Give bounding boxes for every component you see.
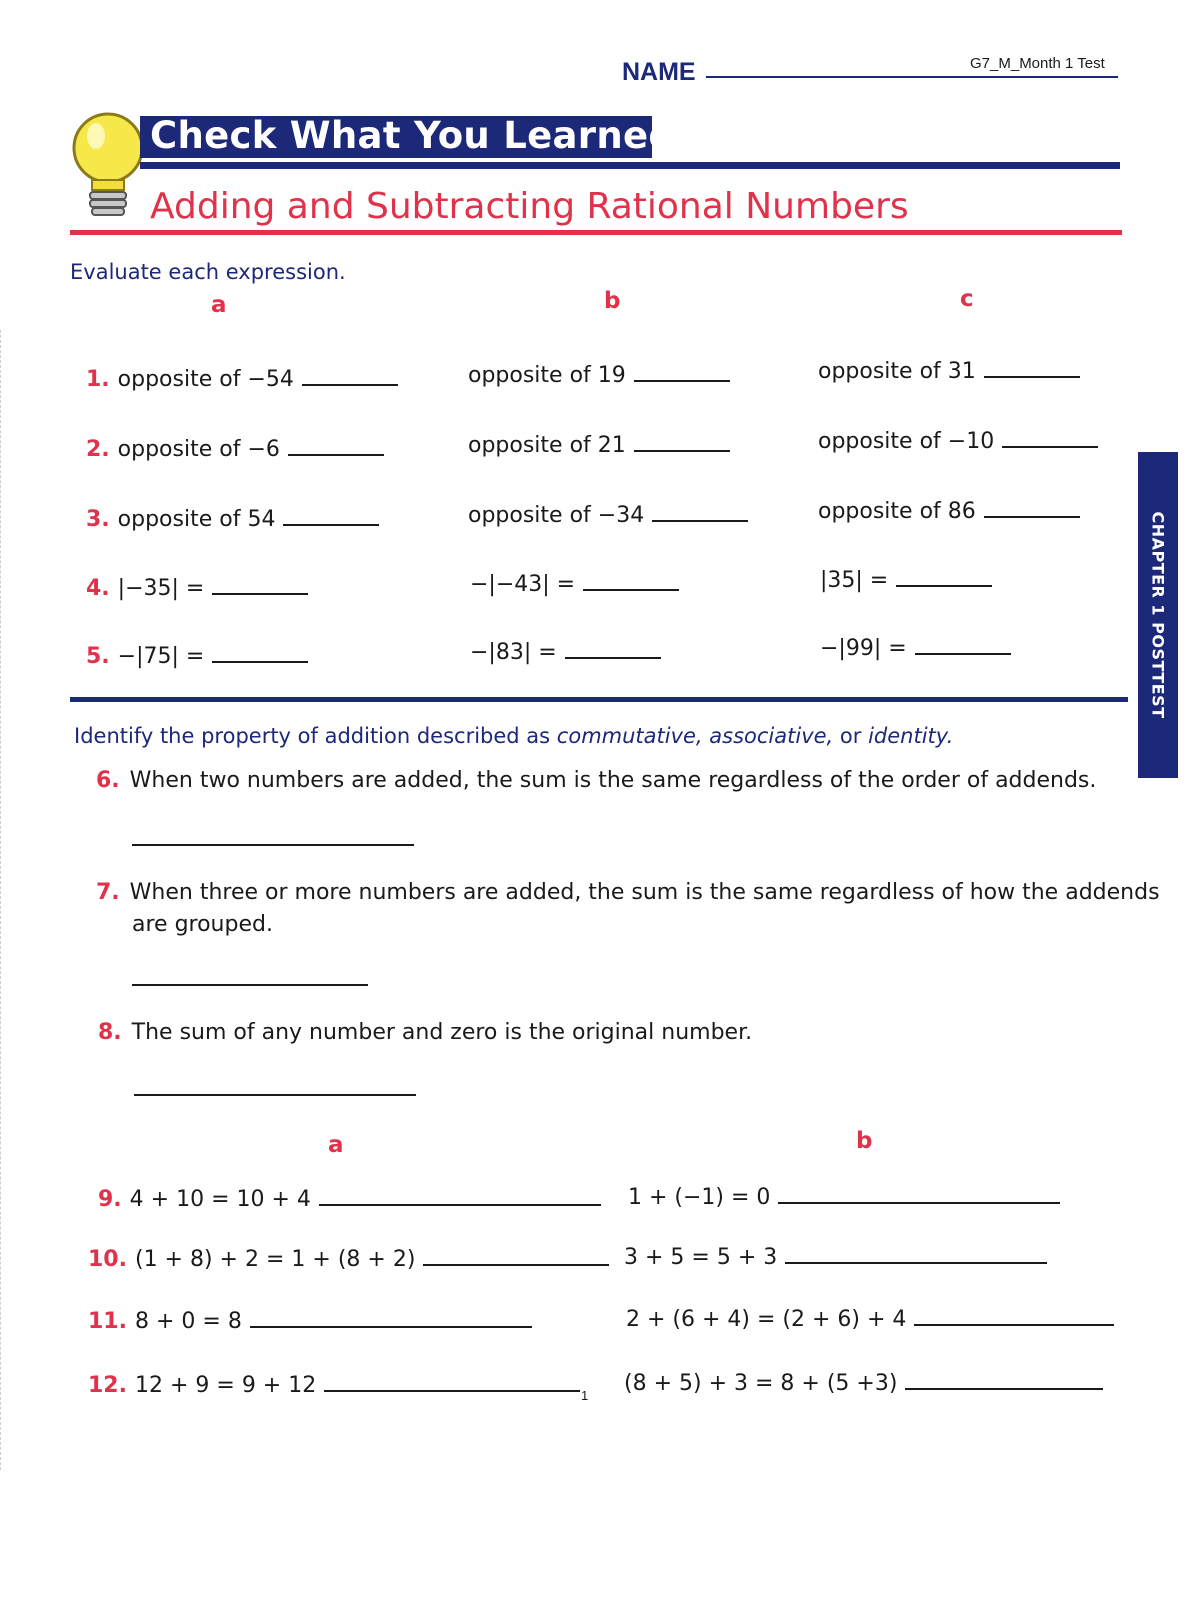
question-10a (88, 1246, 609, 1272)
title-rule (140, 162, 1120, 169)
question-text: opposite of −6 (117, 437, 280, 462)
question-text: opposite of 54 (117, 507, 276, 532)
question-1c (818, 358, 1080, 384)
answer-blank[interactable] (905, 1370, 1103, 1390)
question-text: 4 + 10 = 10 + 4 (129, 1187, 311, 1212)
page-subtitle: Adding and Subtracting Rational Numbers (150, 186, 909, 227)
answer-blank[interactable] (212, 575, 308, 595)
answer-blank[interactable] (423, 1246, 609, 1266)
question-number: 4. (86, 576, 110, 601)
section-divider (70, 697, 1128, 702)
name-field[interactable] (706, 76, 1118, 78)
question-9a (98, 1186, 601, 1212)
answer-blank[interactable] (319, 1186, 601, 1206)
question-text: When two numbers are added, the sum is the same regardless of the order of addends. (129, 768, 1097, 793)
question-number: 2. (86, 437, 110, 462)
question-text: −|75| = (117, 644, 205, 669)
question-5a (86, 643, 308, 669)
question-text: The sum of any number and zero is the original number. (131, 1020, 753, 1045)
section2-instruction (74, 724, 953, 748)
question-text: opposite of 31 (818, 359, 976, 384)
question-4a (86, 575, 308, 601)
question-10b (624, 1244, 1047, 1270)
lightbulb-icon (70, 108, 150, 226)
answer-blank[interactable] (634, 362, 730, 382)
answer-line-7[interactable] (132, 984, 368, 986)
question-5b (470, 639, 661, 665)
question-text: |−35| = (117, 576, 205, 601)
question-text: 1 + (−1) = 0 (628, 1185, 771, 1210)
question-6 (96, 768, 1096, 793)
question-12b (624, 1370, 1103, 1396)
document-tag: G7_M_Month 1 Test (970, 55, 1105, 72)
answer-blank[interactable] (283, 506, 379, 526)
question-7 (96, 880, 1160, 905)
question-8 (98, 1020, 752, 1045)
question-3c (818, 498, 1080, 524)
instruction-prefix: Identify the property of addition described as (74, 724, 557, 748)
answer-blank[interactable] (914, 1306, 1114, 1326)
answer-blank[interactable] (896, 567, 992, 587)
chapter-side-tab-label: CHAPTER 1 POSTTEST (1148, 511, 1168, 719)
answer-line-8[interactable] (134, 1094, 416, 1096)
question-text: 8 + 0 = 8 (134, 1309, 242, 1334)
page-number: 1 (581, 1388, 589, 1403)
question-number: 1. (86, 367, 110, 392)
answer-blank[interactable] (1002, 428, 1098, 448)
question-text: (8 + 5) + 3 = 8 + (5 +3) (624, 1371, 898, 1396)
answer-blank[interactable] (778, 1184, 1060, 1204)
question-11b (626, 1306, 1114, 1332)
answer-blank[interactable] (984, 498, 1080, 518)
question-text: opposite of −34 (468, 503, 645, 528)
answer-blank[interactable] (250, 1308, 532, 1328)
answer-blank[interactable] (302, 366, 398, 386)
question-text: opposite of −54 (117, 367, 294, 392)
answer-blank[interactable] (288, 436, 384, 456)
instruction-terms: commutative, associative, (556, 724, 834, 748)
section1-instruction: Evaluate each expression. (70, 260, 346, 284)
question-text: |35| = (820, 568, 889, 593)
question-text: (1 + 8) + 2 = 1 + (8 + 2) (134, 1247, 416, 1272)
answer-blank[interactable] (984, 358, 1080, 378)
instruction-last: identity. (868, 724, 954, 748)
question-number: 7. (96, 880, 120, 905)
question-number: 8. (98, 1020, 122, 1045)
question-number: 5. (86, 644, 110, 669)
question-4b (470, 571, 679, 597)
answer-blank[interactable] (212, 643, 308, 663)
instruction-or: or (833, 724, 869, 748)
answer-blank[interactable] (915, 635, 1011, 655)
question-2c (818, 428, 1098, 454)
answer-blank[interactable] (652, 502, 748, 522)
scan-edge (0, 330, 3, 1470)
question-2a (86, 436, 384, 462)
page-title: Check What You Learned (150, 114, 676, 157)
question-text: 12 + 9 = 9 + 12 (134, 1373, 317, 1398)
column-head-b: b (604, 288, 621, 314)
answer-blank[interactable] (583, 571, 679, 591)
question-text: opposite of 21 (468, 433, 626, 458)
name-label: NAME (622, 58, 696, 86)
question-5c (820, 635, 1011, 661)
question-number: 10. (88, 1247, 127, 1272)
question-number: 3. (86, 507, 110, 532)
answer-line-6[interactable] (132, 844, 414, 846)
column-head-c: c (960, 286, 974, 312)
question-number: 11. (88, 1309, 127, 1334)
question-2b (468, 432, 730, 458)
question-number: 12. (88, 1373, 127, 1398)
question-1b (468, 362, 730, 388)
question-text: opposite of −10 (818, 429, 995, 454)
answer-blank[interactable] (634, 432, 730, 452)
question-11a (88, 1308, 532, 1334)
question-1a (86, 366, 398, 392)
column-head-a: a (328, 1132, 344, 1158)
answer-blank[interactable] (565, 639, 661, 659)
question-text: −|99| = (820, 636, 907, 661)
question-12a (88, 1372, 580, 1398)
question-text: 3 + 5 = 5 + 3 (624, 1245, 778, 1270)
question-text: opposite of 86 (818, 499, 976, 524)
question-4c (820, 567, 992, 593)
question-number: 6. (96, 768, 120, 793)
column-head-b: b (856, 1128, 873, 1154)
question-3a (86, 506, 379, 532)
question-9b (628, 1184, 1060, 1210)
question-text: −|−43| = (470, 572, 576, 597)
column-head-a: a (211, 292, 227, 318)
question-text: 2 + (6 + 4) = (2 + 6) + 4 (626, 1307, 907, 1332)
question-3b (468, 502, 748, 528)
answer-blank[interactable] (785, 1244, 1047, 1264)
question-text: opposite of 19 (468, 363, 626, 388)
answer-blank[interactable] (324, 1372, 580, 1392)
question-text: When three or more numbers are added, the sum is the same regardless of how the addends (129, 880, 1160, 905)
question-7-continued: are grouped. (132, 912, 273, 937)
subtitle-rule (70, 230, 1122, 235)
question-number: 9. (98, 1187, 122, 1212)
question-text: −|83| = (470, 640, 557, 665)
